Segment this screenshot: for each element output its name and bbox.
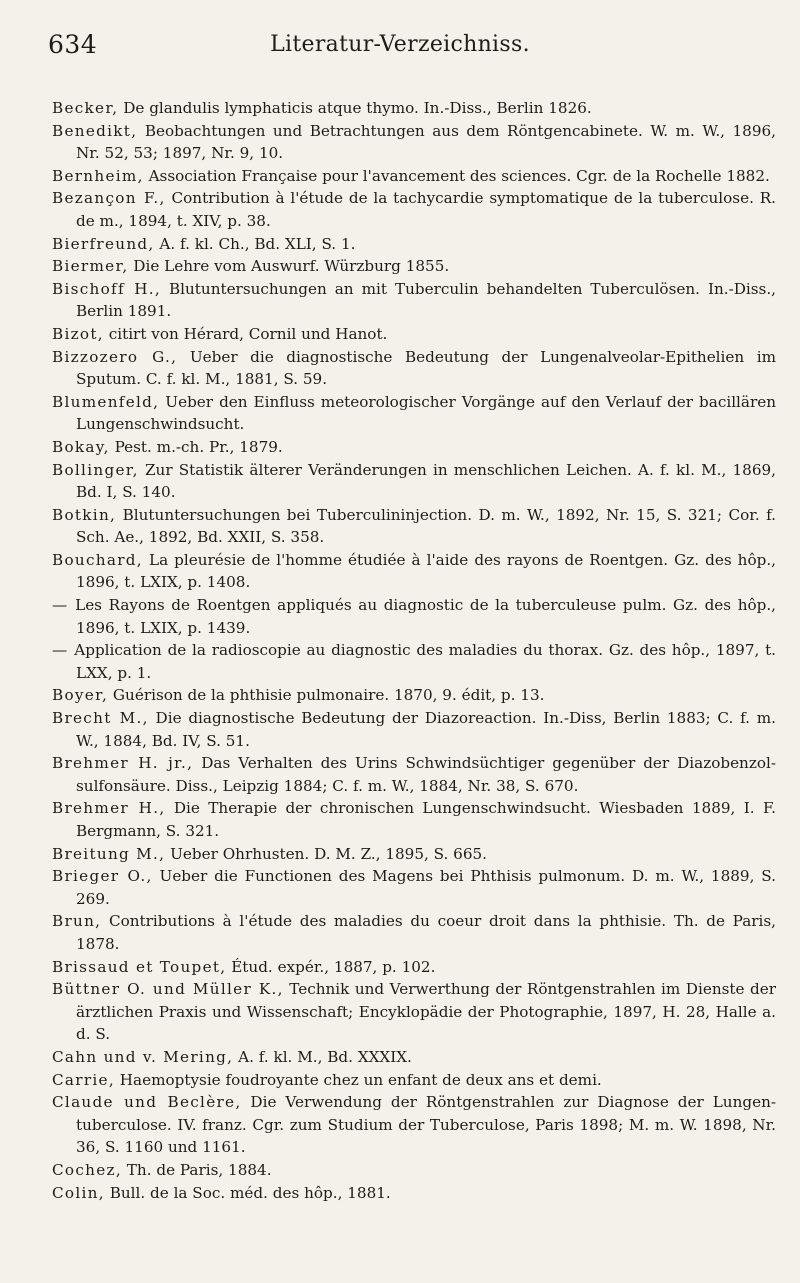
entry-text: Les Rayons de Roentgen appliqués au diagnostic de la tuberculeuse pulm. Gz. des hôp., 1896, t. LXIX, p. 1439. <box>68 596 776 637</box>
bibliography-entry <box>52 1182 776 1205</box>
bibliography-entry <box>52 459 776 504</box>
entry-text: citirt von Hérard, Cornil und Hanot. <box>103 324 388 343</box>
bibliography-entry <box>52 707 776 752</box>
bibliography-entry <box>52 910 776 955</box>
bibliography-list <box>52 97 776 1204</box>
entry-text: Haemoptysie foudroyante chez un enfant de deux ans et demi. <box>114 1070 602 1089</box>
entry-text: La pleurésie de l'homme étudiée à l'aide des rayons de Roentgen. Gz. des hôp., 1896, t. LXIX, p. 1408. <box>76 550 776 592</box>
entry-text: Pest. m.-ch. Pr., 1879. <box>109 437 283 456</box>
entry-author: — <box>52 596 69 615</box>
entry-text: Das Verhalten des Urins Schwindsüchtiger gegenüber der Diazobenzol-sulfonsäure. Diss., Leipzig 1884; C. f. m. W., 1884, Nr. 38, S. 670. <box>76 754 776 795</box>
bibliography-entry <box>52 1091 776 1159</box>
bibliography-entry <box>52 1046 776 1069</box>
bibliography-entry <box>52 233 776 256</box>
bibliography-entry <box>52 639 776 684</box>
entry-author: Colin, <box>52 1183 105 1202</box>
entry-author: Becker, <box>52 99 119 117</box>
entry-text: Ueber den Einfluss meteorologischer Vorgänge auf den Verlauf der bacillären Lungenschwindsucht. <box>76 392 776 434</box>
entry-author: Cahn und v. Mering, <box>52 1047 234 1066</box>
entry-text: Die Therapie der chronischen Lungenschwindsucht. Wiesbaden 1889, I. F. Bergmann, S. 321. <box>76 799 776 840</box>
bibliography-entry <box>52 323 776 346</box>
entry-text: Zur Statistik älterer Veränderungen in menschlichen Leichen. A. f. kl. M., 1869, Bd. I, S. 140. <box>76 460 776 502</box>
bibliography-entry <box>52 1069 776 1092</box>
entry-text: Technik und Verwerthung der Röntgenstrahlen im Dienste der ärztlichen Praxis und Wissenschaft; Encyklopädie der Photographie, 1897, H. 28, Halle a. d. S. <box>76 980 776 1044</box>
entry-author: Breitung M., <box>52 844 166 863</box>
entry-author: Brecht M., <box>52 709 149 728</box>
entry-text: Application de la radioscopie au diagnostic des maladies du thorax. Gz. des hôp., 1897, t. LXX, p. 1. <box>68 641 776 682</box>
entry-text: Ueber die diagnostische Bedeutung der Lungenalveolar-Epithelien im Sputum. C. f. kl. M., 1881, S. 59. <box>76 347 776 389</box>
entry-text: Association Française pour l'avancement des sciences. Cgr. de la Rochelle 1882. <box>143 166 770 185</box>
entry-text: Blutuntersuchungen bei Tuberculininjection. D. m. W., 1892, Nr. 15, S. 321; Cor. f. Sch. Ae., 1892, Bd. XXII, S. 358. <box>76 505 776 547</box>
bibliography-entry <box>52 684 776 707</box>
entry-text: A. f. kl. M., Bd. XXXIX. <box>233 1047 412 1066</box>
bibliography-entry <box>52 187 776 232</box>
entry-author: Botkin, <box>52 505 117 524</box>
entry-text: Beobachtungen und Betrachtungen aus dem Röntgencabinete. W. m. W., 1896, Nr. 52, 53; 1897, Nr. 9, 10. <box>76 121 776 163</box>
bibliography-entry <box>52 255 776 278</box>
entry-text: Bull. de la Soc. méd. des hôp., 1881. <box>104 1183 391 1202</box>
entry-author: Biermer, <box>52 257 129 276</box>
bibliography-entry <box>52 504 776 549</box>
entry-author: Benedikt, <box>52 121 138 140</box>
bibliography-entry <box>52 594 776 639</box>
entry-author: — <box>52 641 69 660</box>
entry-author: Bischoff H., <box>52 279 161 298</box>
page-header <box>0 30 800 70</box>
bibliography-entry <box>52 752 776 797</box>
page-number: 634 <box>48 30 98 59</box>
entry-text: Contributions à l'étude des maladies du coeur droit dans la phthisie. Th. de Paris, 1878. <box>76 912 776 953</box>
entry-author: Carrie, <box>52 1070 115 1089</box>
entry-author: Bierfreund, <box>52 234 155 253</box>
bibliography-entry <box>52 436 776 459</box>
entry-author: Boyer, <box>52 686 109 705</box>
entry-text: Ueber Ohrhusten. D. M. Z., 1895, S. 665. <box>165 844 487 863</box>
entry-author: Bizot, <box>52 324 104 343</box>
entry-text: Ueber die Functionen des Magens bei Phthisis pulmonum. D. m. W., 1889, S. 269. <box>76 867 776 908</box>
entry-text: A. f. kl. Ch., Bd. XLI, S. 1. <box>154 234 356 253</box>
bibliography-entry <box>52 346 776 391</box>
entry-text: Guérison de la phthisie pulmonaire. 1870, 9. édit, p. 13. <box>108 686 545 705</box>
entry-author: Bouchard, <box>52 550 143 569</box>
entry-text: Th. de Paris, 1884. <box>121 1160 272 1179</box>
bibliography-entry <box>52 978 776 1046</box>
entry-text: Blutuntersuchungen an mit Tuberculin behandelten Tuberculösen. In.-Diss., Berlin 1891. <box>76 279 776 321</box>
bibliography-entry <box>52 797 776 842</box>
bibliography-entry <box>52 165 776 188</box>
entry-text: Die diagnostische Bedeutung der Diazoreaction. In.-Diss, Berlin 1883; C. f. m. W., 1884, Bd. IV, S. 51. <box>76 709 776 750</box>
bibliography-entry <box>52 1159 776 1182</box>
entry-author: Bizzozero G., <box>52 347 178 366</box>
entry-author: Büttner O. und Müller K., <box>52 980 284 999</box>
entry-text: Die Lehre vom Auswurf. Würzburg 1855. <box>128 257 450 276</box>
entry-author: Brieger O., <box>52 867 153 886</box>
bibliography-entry <box>52 97 776 120</box>
entry-author: Brehmer H. jr., <box>52 754 194 773</box>
bibliography-entry <box>52 120 776 165</box>
entry-author: Blumenfeld, <box>52 392 160 411</box>
entry-author: Claude und Beclère, <box>52 1093 242 1112</box>
entry-text: De glandulis lymphaticis atque thymo. In.-Diss., Berlin 1826. <box>118 99 592 117</box>
bibliography-entry <box>52 549 776 594</box>
entry-author: Bezançon F., <box>52 189 166 208</box>
entry-text: Contribution à l'étude de la tachycardie symptomatique de la tuberculose. R. de m., 1894, t. XIV, p. 38. <box>76 189 776 230</box>
entry-text: Étud. expér., 1887, p. 102. <box>226 957 436 976</box>
bibliography-entry <box>52 956 776 979</box>
bibliography-entry <box>52 278 776 323</box>
entry-author: Bokay, <box>52 437 110 456</box>
entry-author: Bollinger, <box>52 460 139 479</box>
entry-author: Brehmer H., <box>52 799 166 818</box>
bibliography-entry <box>52 865 776 910</box>
entry-author: Bernheim, <box>52 166 144 185</box>
entry-text: Die Verwendung der Röntgenstrahlen zur Diagnose der Lungen-tuberculose. IV. franz. Cgr. zum Studium der Tuberculose, Paris 1898; M. m. W. 1898, Nr. 36, S. 1160 und 1161. <box>76 1093 776 1157</box>
bibliography-entry <box>52 391 776 436</box>
bibliography-entry <box>52 843 776 866</box>
entry-author: Brun, <box>52 912 102 931</box>
entry-author: Cochez, <box>52 1160 122 1179</box>
running-head: Literatur-Verzeichniss. <box>270 32 530 57</box>
entry-author: Brissaud et Toupet, <box>52 957 227 976</box>
